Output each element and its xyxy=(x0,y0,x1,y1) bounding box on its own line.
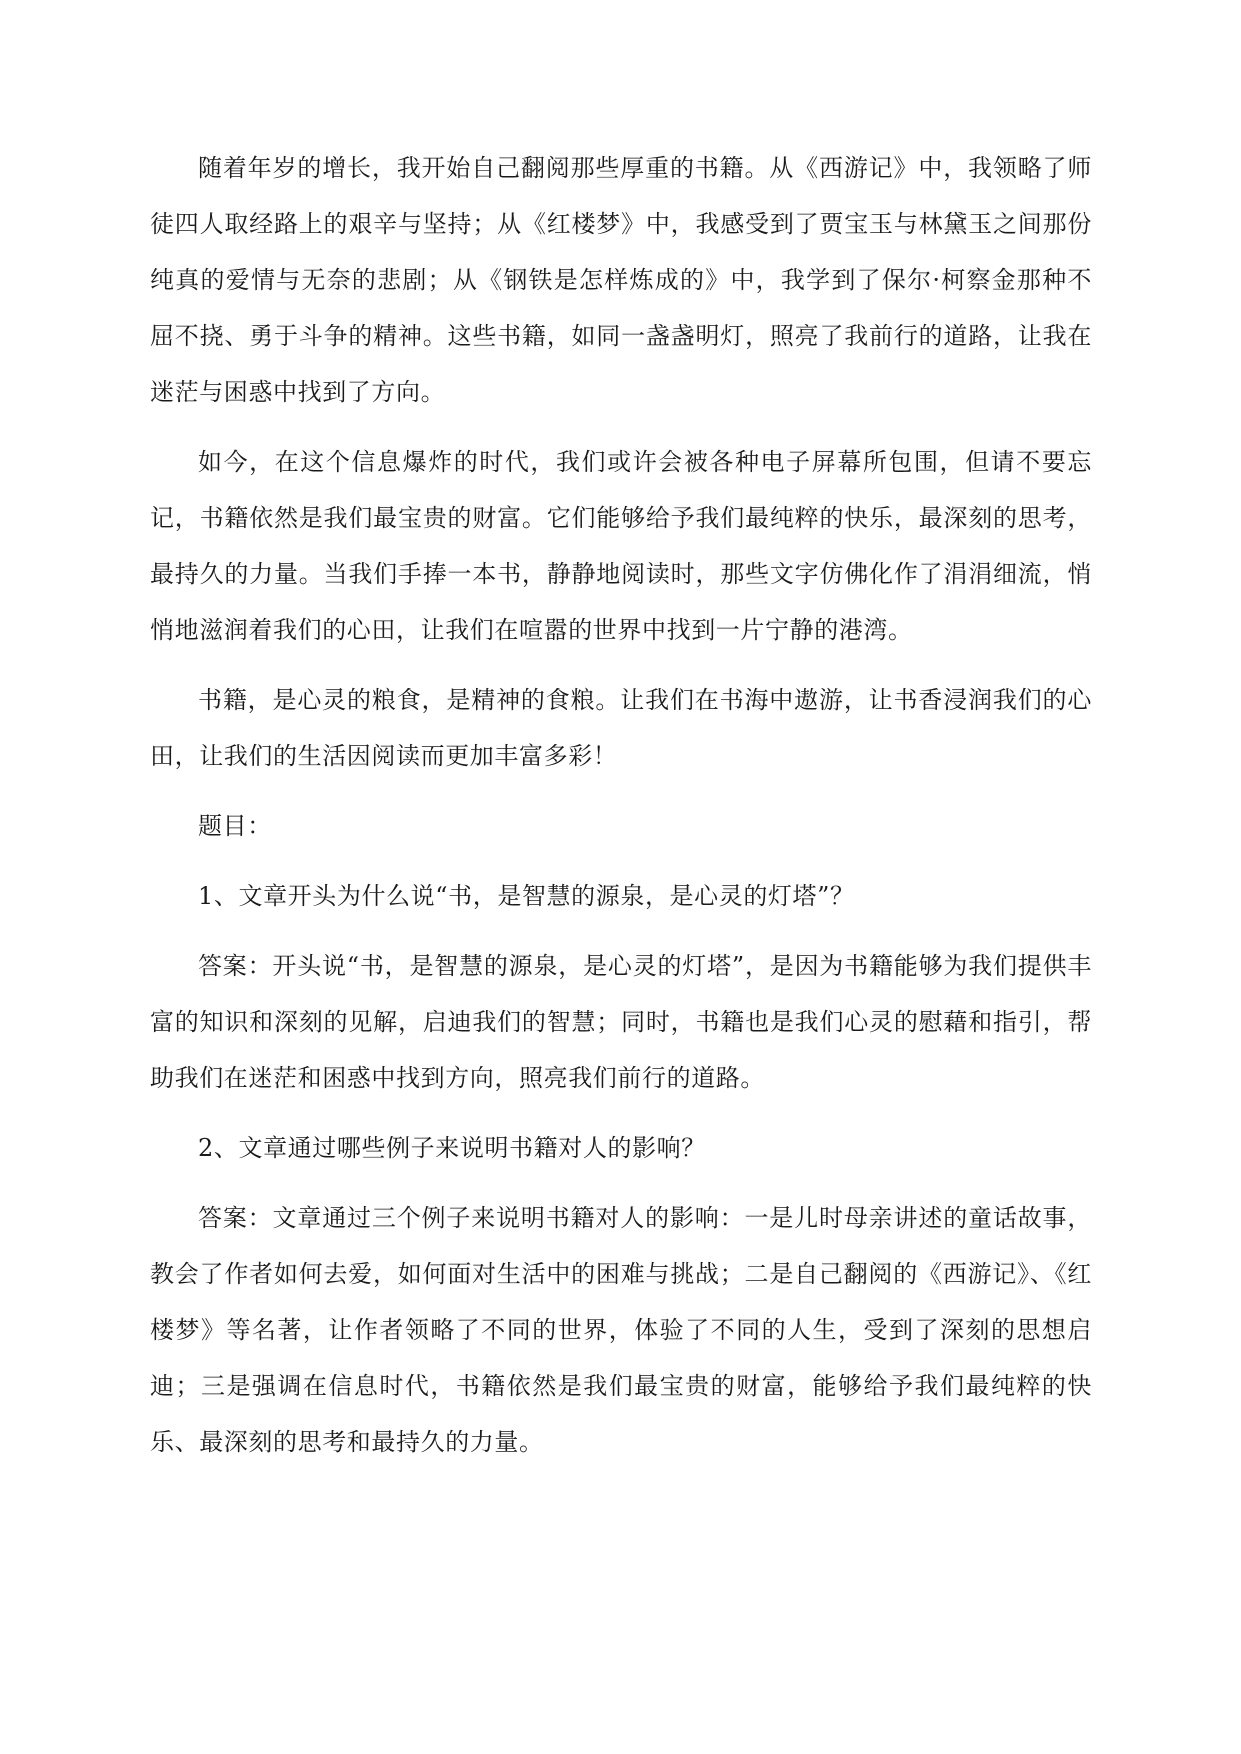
paragraph-reading-growth: 随着年岁的增长，我开始自己翻阅那些厚重的书籍。从《西游记》中，我领略了师徒四人取经路上的艰辛与坚持；从《红楼梦》中，我感受到了贾宝玉与林黛玉之间那份纯真的爱情与无奈的悲剧；从《钢铁是怎样炼成的》中，我学到了保尔·柯察金那种不屈不挠、勇于斗争的精神。这些书籍，如同一盏盏明灯，照亮了我前行的道路，让我在迷茫与困惑中找到了方向。 xyxy=(150,154,1092,406)
answer-2: 答案：文章通过三个例子来说明书籍对人的影响：一是儿时母亲讲述的童话故事，教会了作者如何去爱，如何面对生活中的困难与挑战；二是自己翻阅的《西游记》、《红楼梦》等名著，让作者领略了不同的世界，体验了不同的人生，受到了深刻的思想启迪；三是强调在信息时代，书籍依然是我们最宝贵的财富，能够给予我们最纯粹的快乐、最深刻的思考和最持久的力量。 xyxy=(150,1204,1092,1456)
question-2: 2、文章通过哪些例子来说明书籍对人的影响？ xyxy=(198,1134,706,1162)
document-page xyxy=(150,140,1092,1484)
answer-1: 答案：开头说“书，是智慧的源泉，是心灵的灯塔”，是因为书籍能够为我们提供丰富的知识和深刻的见解，启迪我们的智慧；同时，书籍也是我们心灵的慰藉和指引，帮助我们在迷茫和困惑中找到方向，照亮我们前行的道路。 xyxy=(150,952,1092,1092)
paragraph-information-age: 如今，在这个信息爆炸的时代，我们或许会被各种电子屏幕所包围，但请不要忘记，书籍依然是我们最宝贵的财富。它们能够给予我们最纯粹的快乐，最深刻的思考，最持久的力量。当我们手捧一本书，静静地阅读时，那些文字仿佛化作了涓涓细流，悄悄地滋润着我们的心田，让我们在喧嚣的世界中找到一片宁静的港湾。 xyxy=(150,448,1092,644)
paragraph-conclusion: 书籍，是心灵的粮食，是精神的食粮。让我们在书海中遨游，让书香浸润我们的心田，让我们的生活因阅读而更加丰富多彩！ xyxy=(150,686,1092,770)
questions-heading: 题目： xyxy=(198,812,272,840)
question-1: 1、文章开头为什么说“书，是智慧的源泉，是心灵的灯塔”？ xyxy=(198,882,855,910)
